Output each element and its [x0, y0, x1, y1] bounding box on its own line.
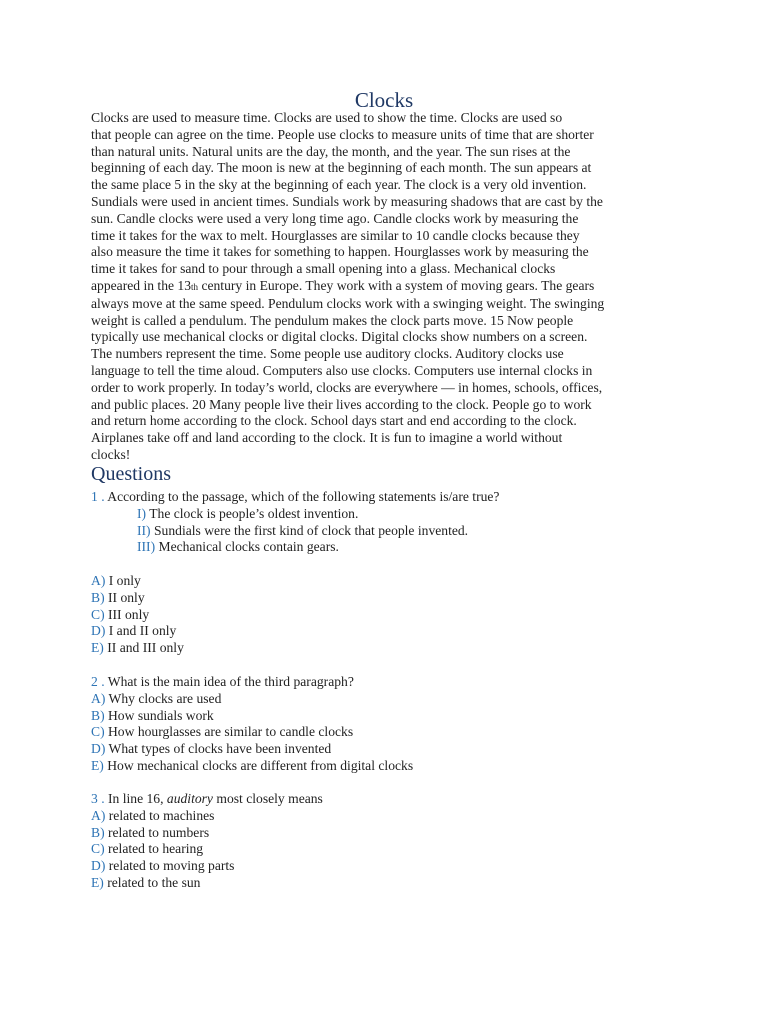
- statement-text: Mechanical clocks contain gears.: [155, 539, 339, 555]
- option-text: How sundials work: [104, 707, 214, 723]
- option-label: B): [91, 589, 105, 605]
- answer-option: [91, 741, 691, 758]
- option-label: C): [91, 606, 105, 622]
- option-text: How mechanical clocks are different from digital clocks: [103, 757, 414, 773]
- passage-line: always move at the same speed. Pendulum clocks work with a swinging weight. The swinging: [91, 295, 605, 311]
- passage-line: than natural units. Natural units are the day, the month, and the year. The sun rises at the: [91, 143, 571, 159]
- question-text: most closely means: [212, 791, 323, 806]
- option-text: I only: [105, 572, 141, 588]
- question-3: [91, 791, 691, 892]
- question-separator: .: [97, 674, 108, 689]
- passage-line: and return home according to the clock. School days start and end according to the clock.: [91, 413, 577, 429]
- option-text: related to machines: [105, 807, 215, 823]
- question-text: According to the passage, which of the following statements is/are true?: [107, 489, 500, 504]
- option-label: E): [91, 757, 104, 773]
- option-text: How hourglasses are similar to candle clocks: [104, 724, 354, 740]
- answer-option: [91, 724, 691, 741]
- answer-option: [91, 640, 691, 657]
- passage-line: language to tell the time aloud. Computers also use clocks. Computers use internal clocks in: [91, 362, 593, 378]
- question-text: What is the main idea of the third paragraph?: [107, 674, 354, 689]
- question-text: In line 16,: [108, 791, 167, 806]
- option-label: D): [91, 858, 106, 874]
- option-label: B): [91, 824, 105, 840]
- option-label: E): [91, 640, 104, 656]
- option-label: A): [91, 807, 106, 823]
- answer-option: [91, 825, 691, 842]
- question-number: 1: [91, 489, 98, 504]
- question-1: [91, 489, 691, 657]
- answer-option: [91, 841, 691, 858]
- passage-line: order to work properly. In today’s world, clocks are everywhere — in homes, schools, offices,: [91, 379, 603, 395]
- spacer: [91, 556, 691, 573]
- passage-line: also measure the time it takes for something to happen. Hourglasses work by measuring the: [91, 244, 589, 260]
- line-text-before: appeared in the 13: [91, 277, 192, 293]
- option-text: What types of clocks have been invented: [105, 741, 332, 757]
- statement-item: [91, 539, 691, 556]
- answer-option: [91, 875, 691, 892]
- option-text: I and II only: [105, 623, 177, 639]
- statement-label: III): [137, 539, 156, 555]
- statement-item: [91, 523, 691, 540]
- answer-option: [91, 623, 691, 640]
- question-2-stem: [91, 674, 691, 691]
- passage-line: time it takes for sand to pour through a small opening into a glass. Mechanical clocks: [91, 261, 556, 277]
- option-text: related to hearing: [104, 841, 204, 857]
- statement-label: II): [137, 522, 151, 538]
- ordinal-suffix: th: [191, 281, 199, 292]
- option-label: D): [91, 741, 106, 757]
- answer-option: [91, 590, 691, 607]
- question-3-stem: [91, 791, 691, 808]
- question-2: [91, 674, 691, 775]
- option-label: D): [91, 623, 106, 639]
- questions-heading: Questions: [91, 463, 171, 485]
- passage-line: The numbers represent the time. Some people use auditory clocks. Auditory clocks use: [91, 346, 564, 362]
- passage-line: that people can agree on the time. People use clocks to measure units of time that are shorter: [91, 126, 594, 142]
- option-text: Why clocks are used: [105, 690, 222, 706]
- option-text: related to the sun: [103, 874, 201, 890]
- statement-text: Sundials were the first kind of clock that people invented.: [150, 522, 469, 538]
- statement-item: [91, 506, 691, 523]
- answer-option: [91, 858, 691, 875]
- option-label: B): [91, 707, 105, 723]
- passage-line: the same place 5 in the sky at the beginning of each year. The clock is a very old invention.: [91, 177, 587, 193]
- line-text-after: century in Europe. They work with a system of moving gears. The gears: [198, 277, 595, 293]
- passage-line: typically use mechanical clocks or digital clocks. Digital clocks show numbers on a screen.: [91, 329, 588, 345]
- option-text: II and III only: [103, 640, 184, 656]
- passage-line: time it takes for the wax to melt. Hourglasses are similar to 10 candle clocks because they: [91, 227, 580, 243]
- statement-label: I): [137, 505, 147, 521]
- option-label: C): [91, 724, 105, 740]
- passage-line: Airplanes take off and land according to the clock. It is fun to imagine a world without: [91, 430, 563, 446]
- passage-line: Sundials were used in ancient times. Sundials work by measuring shadows that are cast by the: [91, 193, 603, 209]
- passage-line: sun. Candle clocks were used a very long time ago. Candle clocks work by measuring the: [91, 210, 579, 226]
- passage-line: Clocks are used to measure time. Clocks are used to show the time. Clocks are used so: [91, 110, 563, 125]
- question-number: 3: [91, 791, 98, 806]
- answer-option: [91, 573, 691, 590]
- answer-option: [91, 691, 691, 708]
- question-1-stem: [91, 489, 691, 506]
- option-text: related to numbers: [104, 824, 210, 840]
- vocabulary-word: auditory: [166, 791, 213, 806]
- passage-line: clocks!: [91, 446, 131, 462]
- answer-option: [91, 758, 691, 775]
- passage-line-13th-century: [91, 278, 691, 296]
- passage: [91, 110, 691, 464]
- question-separator: .: [97, 489, 108, 504]
- answer-option: [91, 607, 691, 624]
- passage-line: and public places. 20 Many people live their lives according to the clock. People go to work: [91, 396, 592, 412]
- option-text: related to moving parts: [105, 858, 235, 874]
- question-separator: .: [97, 791, 108, 806]
- answer-option: [91, 808, 691, 825]
- passage-line: weight is called a pendulum. The pendulum makes the clock parts move. 15 Now people: [91, 312, 574, 328]
- option-label: C): [91, 841, 105, 857]
- statement-text: The clock is people’s oldest invention.: [146, 505, 359, 521]
- option-label: A): [91, 690, 106, 706]
- option-text: II only: [104, 589, 145, 605]
- answer-option: [91, 708, 691, 725]
- passage-line: beginning of each day. The moon is new at the beginning of each month. The sun appears at: [91, 160, 592, 176]
- question-number: 2: [91, 674, 98, 689]
- option-text: III only: [104, 606, 150, 622]
- page-title: Clocks: [354, 88, 414, 112]
- option-label: E): [91, 874, 104, 890]
- option-label: A): [91, 572, 106, 588]
